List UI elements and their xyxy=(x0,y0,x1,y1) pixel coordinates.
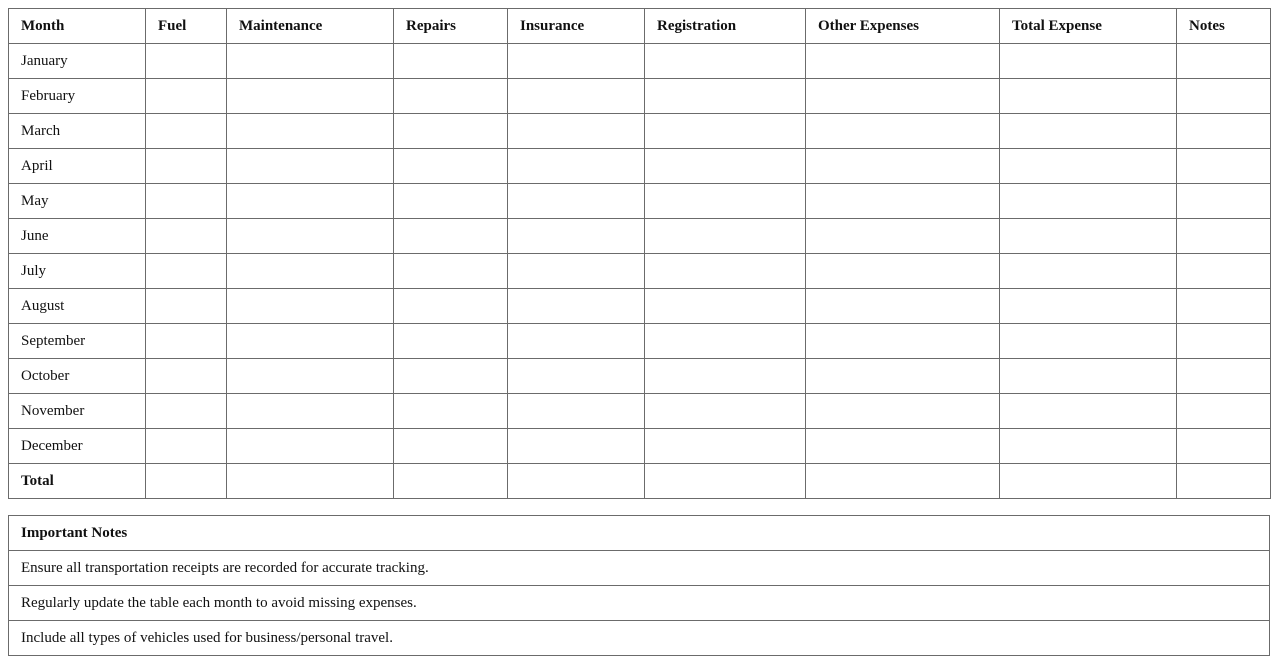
table-row xyxy=(9,219,1271,254)
total-expense-cell[interactable] xyxy=(1000,114,1177,149)
insurance-cell[interactable] xyxy=(508,44,645,79)
other-expenses-cell[interactable] xyxy=(806,289,1000,324)
table-row xyxy=(9,79,1271,114)
fuel-cell[interactable] xyxy=(146,359,227,394)
registration-cell[interactable] xyxy=(645,429,806,464)
other-expenses-cell[interactable] xyxy=(806,44,1000,79)
header-fuel: Fuel xyxy=(146,9,227,44)
maintenance-cell[interactable] xyxy=(227,429,394,464)
repairs-cell[interactable] xyxy=(394,114,508,149)
registration-cell[interactable] xyxy=(645,324,806,359)
maintenance-cell[interactable] xyxy=(227,254,394,289)
registration-cell[interactable] xyxy=(645,149,806,184)
registration-cell[interactable] xyxy=(645,79,806,114)
repairs-cell[interactable] xyxy=(394,324,508,359)
maintenance-cell[interactable] xyxy=(227,394,394,429)
repairs-cell[interactable] xyxy=(394,149,508,184)
notes-cell[interactable] xyxy=(1177,184,1271,219)
header-month: Month xyxy=(9,9,146,44)
header-other-expenses: Other Expenses xyxy=(806,9,1000,44)
fuel-cell[interactable] xyxy=(146,324,227,359)
other-expenses-cell[interactable] xyxy=(806,149,1000,184)
registration-cell[interactable] xyxy=(645,359,806,394)
repairs-cell[interactable] xyxy=(394,429,508,464)
insurance-cell[interactable] xyxy=(508,359,645,394)
month-cell: September xyxy=(9,324,146,359)
maintenance-cell[interactable] xyxy=(227,79,394,114)
total-row xyxy=(9,464,1271,499)
month-cell: March xyxy=(9,114,146,149)
repairs-cell[interactable] xyxy=(394,254,508,289)
maintenance-cell[interactable] xyxy=(227,184,394,219)
notes-cell[interactable] xyxy=(1177,324,1271,359)
fuel-cell[interactable] xyxy=(146,394,227,429)
other-expenses-cell[interactable] xyxy=(806,219,1000,254)
total-expense-cell[interactable] xyxy=(1000,44,1177,79)
insurance-cell[interactable] xyxy=(508,114,645,149)
repairs-cell[interactable] xyxy=(394,394,508,429)
repairs-cell[interactable] xyxy=(394,219,508,254)
table-row xyxy=(9,394,1271,429)
registration-cell[interactable] xyxy=(645,219,806,254)
month-cell: July xyxy=(9,254,146,289)
fuel-cell[interactable] xyxy=(146,149,227,184)
transport-expense-table xyxy=(8,8,1271,499)
other-expenses-cell[interactable] xyxy=(806,79,1000,114)
expense-table-body xyxy=(9,44,1271,499)
maintenance-cell[interactable] xyxy=(227,359,394,394)
registration-cell[interactable] xyxy=(645,184,806,219)
month-cell: January xyxy=(9,44,146,79)
insurance-cell[interactable] xyxy=(508,219,645,254)
insurance-cell[interactable] xyxy=(508,254,645,289)
repairs-cell[interactable] xyxy=(394,184,508,219)
total-notes-cell[interactable] xyxy=(1177,464,1271,499)
note-item: Ensure all transportation receipts are recorded for accurate tracking. xyxy=(9,551,1270,586)
other-expenses-cell[interactable] xyxy=(806,254,1000,289)
fuel-cell[interactable] xyxy=(146,184,227,219)
month-cell: April xyxy=(9,149,146,184)
table-row xyxy=(9,429,1271,464)
insurance-cell[interactable] xyxy=(508,429,645,464)
month-cell: May xyxy=(9,184,146,219)
total-expense-cell[interactable] xyxy=(1000,359,1177,394)
table-row xyxy=(9,324,1271,359)
total-total-expense-cell[interactable] xyxy=(1000,464,1177,499)
other-expenses-cell[interactable] xyxy=(806,394,1000,429)
maintenance-cell[interactable] xyxy=(227,289,394,324)
fuel-cell[interactable] xyxy=(146,429,227,464)
insurance-cell[interactable] xyxy=(508,289,645,324)
notes-cell[interactable] xyxy=(1177,359,1271,394)
maintenance-cell[interactable] xyxy=(227,149,394,184)
note-row xyxy=(9,586,1270,621)
notes-cell[interactable] xyxy=(1177,79,1271,114)
other-expenses-cell[interactable] xyxy=(806,184,1000,219)
month-cell: August xyxy=(9,289,146,324)
maintenance-cell[interactable] xyxy=(227,44,394,79)
registration-cell[interactable] xyxy=(645,114,806,149)
notes-cell[interactable] xyxy=(1177,429,1271,464)
notes-cell[interactable] xyxy=(1177,44,1271,79)
insurance-cell[interactable] xyxy=(508,324,645,359)
registration-cell[interactable] xyxy=(645,44,806,79)
table-header-row xyxy=(9,9,1271,44)
total-expense-cell[interactable] xyxy=(1000,394,1177,429)
insurance-cell[interactable] xyxy=(508,149,645,184)
total-other-expenses-cell[interactable] xyxy=(806,464,1000,499)
fuel-cell[interactable] xyxy=(146,219,227,254)
total-repairs-cell[interactable] xyxy=(394,464,508,499)
total-expense-cell[interactable] xyxy=(1000,429,1177,464)
fuel-cell[interactable] xyxy=(146,254,227,289)
header-insurance: Insurance xyxy=(508,9,645,44)
total-expense-cell[interactable] xyxy=(1000,254,1177,289)
notes-cell[interactable] xyxy=(1177,114,1271,149)
total-expense-cell[interactable] xyxy=(1000,324,1177,359)
total-insurance-cell[interactable] xyxy=(508,464,645,499)
table-row xyxy=(9,359,1271,394)
header-registration: Registration xyxy=(645,9,806,44)
insurance-cell[interactable] xyxy=(508,394,645,429)
total-expense-cell[interactable] xyxy=(1000,289,1177,324)
notes-cell[interactable] xyxy=(1177,219,1271,254)
fuel-cell[interactable] xyxy=(146,44,227,79)
total-expense-cell[interactable] xyxy=(1000,149,1177,184)
note-row xyxy=(9,621,1270,656)
important-notes-table xyxy=(8,515,1270,656)
registration-cell[interactable] xyxy=(645,289,806,324)
month-cell: November xyxy=(9,394,146,429)
fuel-cell[interactable] xyxy=(146,289,227,324)
insurance-cell[interactable] xyxy=(508,184,645,219)
registration-cell[interactable] xyxy=(645,254,806,289)
table-row xyxy=(9,149,1271,184)
registration-cell[interactable] xyxy=(645,394,806,429)
notes-title-row xyxy=(9,516,1270,551)
total-expense-cell[interactable] xyxy=(1000,79,1177,114)
notes-cell[interactable] xyxy=(1177,149,1271,184)
table-row xyxy=(9,289,1271,324)
total-maintenance-cell[interactable] xyxy=(227,464,394,499)
maintenance-cell[interactable] xyxy=(227,114,394,149)
month-cell: February xyxy=(9,79,146,114)
other-expenses-cell[interactable] xyxy=(806,359,1000,394)
maintenance-cell[interactable] xyxy=(227,324,394,359)
header-maintenance: Maintenance xyxy=(227,9,394,44)
fuel-cell[interactable] xyxy=(146,79,227,114)
other-expenses-cell[interactable] xyxy=(806,114,1000,149)
insurance-cell[interactable] xyxy=(508,79,645,114)
other-expenses-cell[interactable] xyxy=(806,324,1000,359)
total-expense-cell[interactable] xyxy=(1000,219,1177,254)
repairs-cell[interactable] xyxy=(394,359,508,394)
repairs-cell[interactable] xyxy=(394,44,508,79)
month-cell: October xyxy=(9,359,146,394)
total-registration-cell[interactable] xyxy=(645,464,806,499)
total-label: Total xyxy=(9,464,146,499)
note-row xyxy=(9,551,1270,586)
fuel-cell[interactable] xyxy=(146,114,227,149)
repairs-cell[interactable] xyxy=(394,289,508,324)
header-total-expense: Total Expense xyxy=(1000,9,1177,44)
table-row xyxy=(9,44,1271,79)
note-item: Regularly update the table each month to avoid missing expenses. xyxy=(9,586,1270,621)
notes-cell[interactable] xyxy=(1177,394,1271,429)
notes-cell[interactable] xyxy=(1177,254,1271,289)
repairs-cell[interactable] xyxy=(394,79,508,114)
table-row xyxy=(9,254,1271,289)
month-cell: June xyxy=(9,219,146,254)
other-expenses-cell[interactable] xyxy=(806,429,1000,464)
notes-cell[interactable] xyxy=(1177,289,1271,324)
maintenance-cell[interactable] xyxy=(227,219,394,254)
table-row xyxy=(9,184,1271,219)
table-row xyxy=(9,114,1271,149)
notes-title: Important Notes xyxy=(9,516,1270,551)
month-cell: December xyxy=(9,429,146,464)
total-fuel-cell[interactable] xyxy=(146,464,227,499)
total-expense-cell[interactable] xyxy=(1000,184,1177,219)
header-repairs: Repairs xyxy=(394,9,508,44)
header-notes: Notes xyxy=(1177,9,1271,44)
note-item: Include all types of vehicles used for business/personal travel. xyxy=(9,621,1270,656)
